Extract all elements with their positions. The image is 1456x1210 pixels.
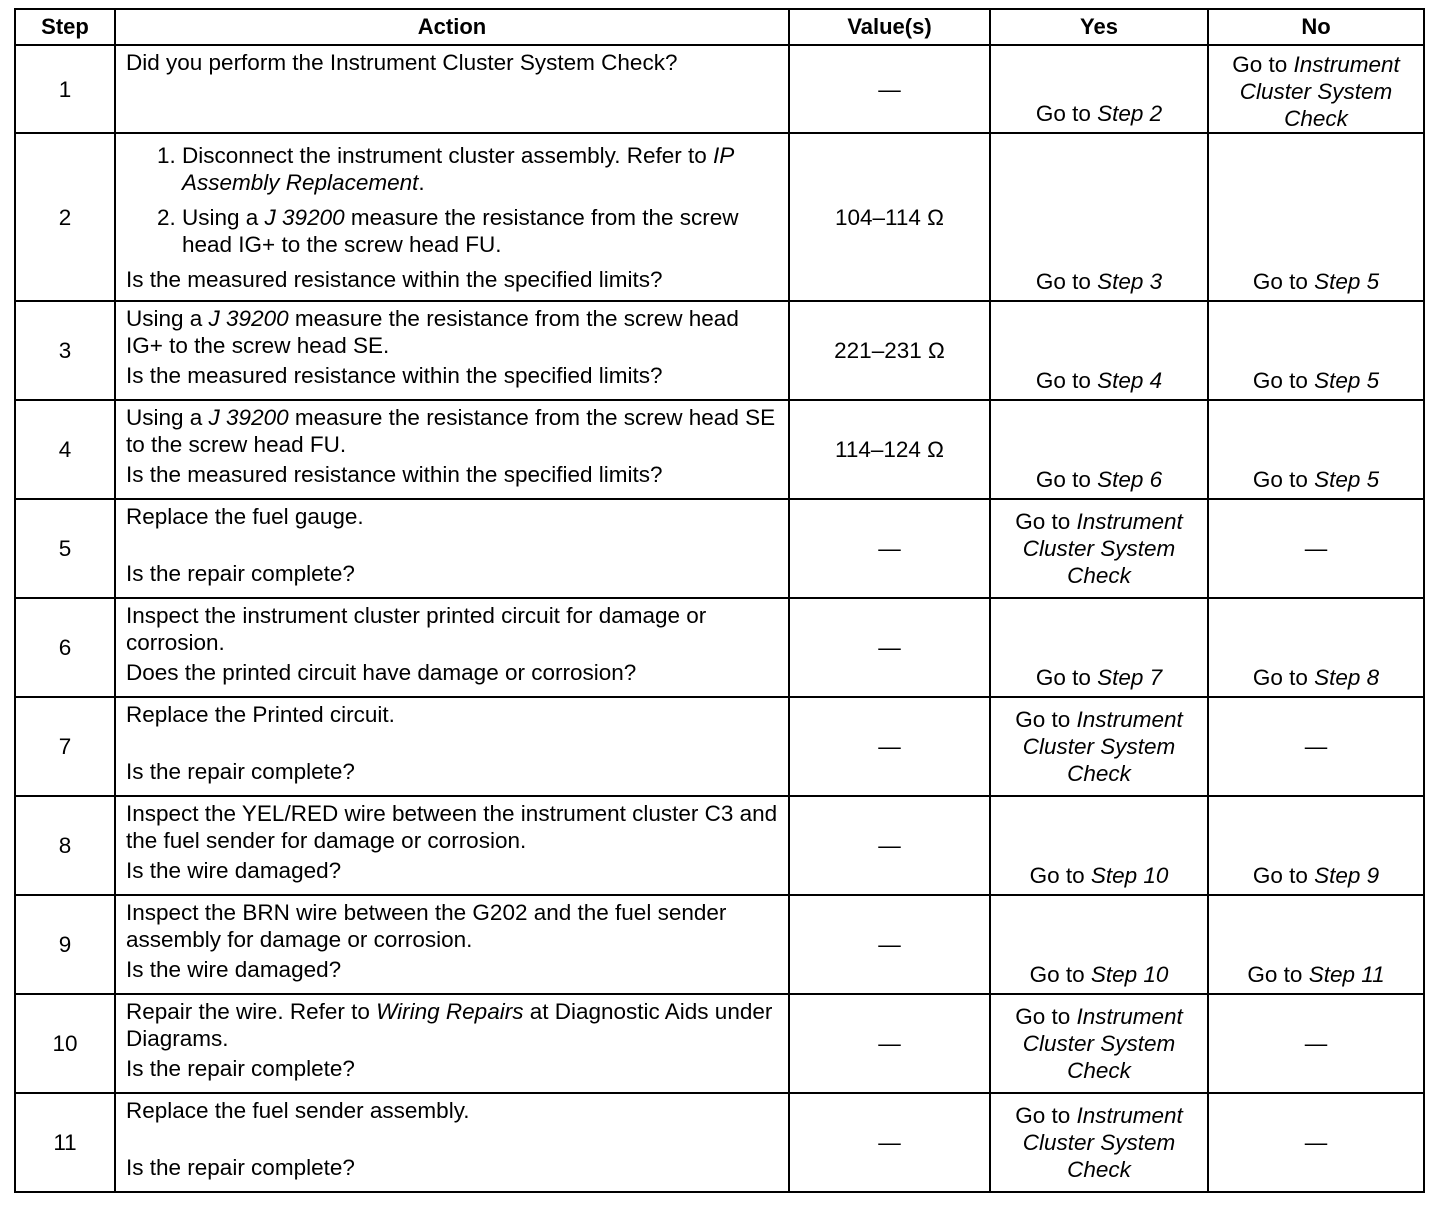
yes-prefix: Go to	[1035, 665, 1098, 690]
no-prefix: Go to	[1252, 665, 1315, 690]
yes-prefix: Go to	[1015, 1103, 1077, 1128]
header-values: Value(s)	[789, 9, 990, 45]
tool-name: J 39200	[208, 306, 289, 331]
value-cell: —	[789, 697, 990, 796]
no-cell	[1208, 301, 1424, 400]
table-row	[15, 598, 1424, 697]
value-cell: 221–231 Ω	[789, 301, 990, 400]
action-cell	[115, 45, 789, 133]
action-cell	[115, 994, 789, 1093]
value-cell: —	[789, 994, 990, 1093]
yes-target: Instrument Cluster System Check	[1022, 509, 1183, 588]
list-item: 2. Using a J 39200 measure the resistance from the screw head IG+ to the screw head FU.	[182, 204, 778, 258]
table-row	[15, 697, 1424, 796]
yes-prefix: Go to	[1029, 863, 1091, 888]
procedure-reference: Wiring Repairs	[376, 999, 524, 1024]
action-question: Is the measured resistance within the specified limits?	[126, 363, 663, 388]
value-cell: —	[789, 1093, 990, 1192]
yes-cell	[990, 895, 1208, 994]
step-number: 7	[15, 697, 115, 796]
no-prefix: Go to	[1252, 467, 1315, 492]
tool-name: J 39200	[264, 205, 345, 230]
no-cell	[1208, 796, 1424, 895]
value-cell: —	[789, 499, 990, 598]
header-row	[15, 9, 1424, 45]
step-number: 8	[15, 796, 115, 895]
no-target: Step 9	[1314, 863, 1380, 888]
action-cell	[115, 133, 789, 301]
step-number: 2	[15, 133, 115, 301]
yes-cell	[990, 400, 1208, 499]
action-text: Using a J 39200 measure the resistance from the screw head IG+ to the screw head SE.	[126, 306, 739, 358]
action-text: Replace the Printed circuit.	[126, 702, 395, 727]
yes-target: Step 2	[1097, 101, 1163, 126]
action-question: Is the wire damaged?	[126, 858, 342, 883]
action-cell	[115, 895, 789, 994]
header-step: Step	[15, 9, 115, 45]
action-question: Is the repair complete?	[126, 1155, 355, 1180]
yes-cell	[990, 499, 1208, 598]
value-cell: 114–124 Ω	[789, 400, 990, 499]
action-cell	[115, 796, 789, 895]
yes-prefix: Go to	[1029, 962, 1091, 987]
value-cell: 104–114 Ω	[789, 133, 990, 301]
action-text: Replace the fuel sender assembly.	[126, 1098, 470, 1123]
yes-prefix: Go to	[1015, 509, 1077, 534]
table-row	[15, 796, 1424, 895]
no-cell	[1208, 598, 1424, 697]
action-text: Did you perform the Instrument Cluster System Check?	[126, 50, 678, 75]
table-row	[15, 45, 1424, 133]
no-target: Step 5	[1314, 269, 1380, 294]
action-question: Is the wire damaged?	[126, 957, 342, 982]
yes-target: Instrument Cluster System Check	[1022, 1004, 1183, 1083]
action-cell	[115, 1093, 789, 1192]
yes-cell	[990, 1093, 1208, 1192]
yes-target: Step 4	[1097, 368, 1163, 393]
step-number: 1	[15, 45, 115, 133]
yes-target: Step 7	[1097, 665, 1163, 690]
yes-cell	[990, 796, 1208, 895]
yes-prefix: Go to	[1015, 1004, 1077, 1029]
yes-cell	[990, 598, 1208, 697]
value-cell: —	[789, 796, 990, 895]
list-item: 1. Disconnect the instrument cluster assembly. Refer to IP Assembly Replacement.	[182, 142, 778, 196]
table-row	[15, 994, 1424, 1093]
table-row	[15, 301, 1424, 400]
no-prefix: Go to	[1252, 368, 1315, 393]
action-text: Replace the fuel gauge.	[126, 504, 364, 529]
no-cell: —	[1208, 499, 1424, 598]
value-cell: —	[789, 598, 990, 697]
action-question: Is the repair complete?	[126, 561, 355, 586]
table-row	[15, 133, 1424, 301]
no-cell	[1208, 133, 1424, 301]
yes-prefix: Go to	[1035, 269, 1098, 294]
no-prefix: Go to	[1252, 863, 1315, 888]
step-number: 5	[15, 499, 115, 598]
header-no: No	[1208, 9, 1424, 45]
header-yes: Yes	[990, 9, 1208, 45]
yes-target: Step 3	[1097, 269, 1163, 294]
action-question: Does the printed circuit have damage or corrosion?	[126, 660, 637, 685]
no-prefix: Go to	[1247, 962, 1309, 987]
no-target: Instrument Cluster System Check	[1239, 52, 1400, 131]
action-text: Inspect the BRN wire between the G202 and the fuel sender assembly for damage or corrosion.	[126, 900, 727, 952]
procedure-reference: IP Assembly Replacement	[182, 143, 734, 195]
no-cell: —	[1208, 697, 1424, 796]
yes-target: Step 6	[1097, 467, 1163, 492]
yes-cell	[990, 697, 1208, 796]
action-question: Is the repair complete?	[126, 1056, 355, 1081]
diagnostic-table	[14, 8, 1425, 1193]
yes-cell	[990, 301, 1208, 400]
action-cell	[115, 400, 789, 499]
action-question: Is the measured resistance within the specified limits?	[126, 462, 663, 487]
yes-cell	[990, 133, 1208, 301]
yes-target: Step 10	[1090, 863, 1169, 888]
yes-target: Instrument Cluster System Check	[1022, 1103, 1183, 1182]
yes-target: Step 10	[1090, 962, 1169, 987]
no-cell: —	[1208, 994, 1424, 1093]
no-cell	[1208, 45, 1424, 133]
value-cell: —	[789, 895, 990, 994]
step-number: 10	[15, 994, 115, 1093]
action-cell	[115, 598, 789, 697]
no-cell	[1208, 400, 1424, 499]
step-number: 9	[15, 895, 115, 994]
no-target: Step 11	[1308, 962, 1385, 987]
no-prefix: Go to	[1232, 52, 1294, 77]
table-row	[15, 1093, 1424, 1192]
action-question: Is the measured resistance within the specified limits?	[126, 267, 663, 292]
no-cell: —	[1208, 1093, 1424, 1192]
action-steps-list	[126, 142, 778, 266]
action-text: Inspect the instrument cluster printed circuit for damage or corrosion.	[126, 603, 707, 655]
step-number: 4	[15, 400, 115, 499]
yes-prefix: Go to	[1035, 368, 1098, 393]
no-target: Step 5	[1314, 368, 1380, 393]
no-target: Step 8	[1314, 665, 1380, 690]
action-cell	[115, 499, 789, 598]
yes-target: Instrument Cluster System Check	[1022, 707, 1183, 786]
yes-cell	[990, 994, 1208, 1093]
tool-name: J 39200	[208, 405, 289, 430]
action-cell	[115, 697, 789, 796]
step-number: 11	[15, 1093, 115, 1192]
header-action: Action	[115, 9, 789, 45]
step-number: 3	[15, 301, 115, 400]
action-question: Is the repair complete?	[126, 759, 355, 784]
action-text: Using a J 39200 measure the resistance from the screw head SE to the screw head FU.	[126, 405, 776, 457]
step-number: 6	[15, 598, 115, 697]
value-cell: —	[789, 45, 990, 133]
action-text: Inspect the YEL/RED wire between the instrument cluster C3 and the fuel sender for damage or corrosion.	[126, 801, 778, 853]
yes-prefix: Go to	[1035, 467, 1098, 492]
yes-prefix: Go to	[1015, 707, 1077, 732]
action-text: Repair the wire. Refer to Wiring Repairs at Diagnostic Aids under Diagrams.	[126, 999, 773, 1051]
yes-prefix: Go to	[1035, 101, 1098, 126]
table-row	[15, 400, 1424, 499]
action-cell	[115, 301, 789, 400]
table-row	[15, 895, 1424, 994]
no-target: Step 5	[1314, 467, 1380, 492]
no-prefix: Go to	[1252, 269, 1315, 294]
yes-cell	[990, 45, 1208, 133]
no-cell	[1208, 895, 1424, 994]
table-row	[15, 499, 1424, 598]
